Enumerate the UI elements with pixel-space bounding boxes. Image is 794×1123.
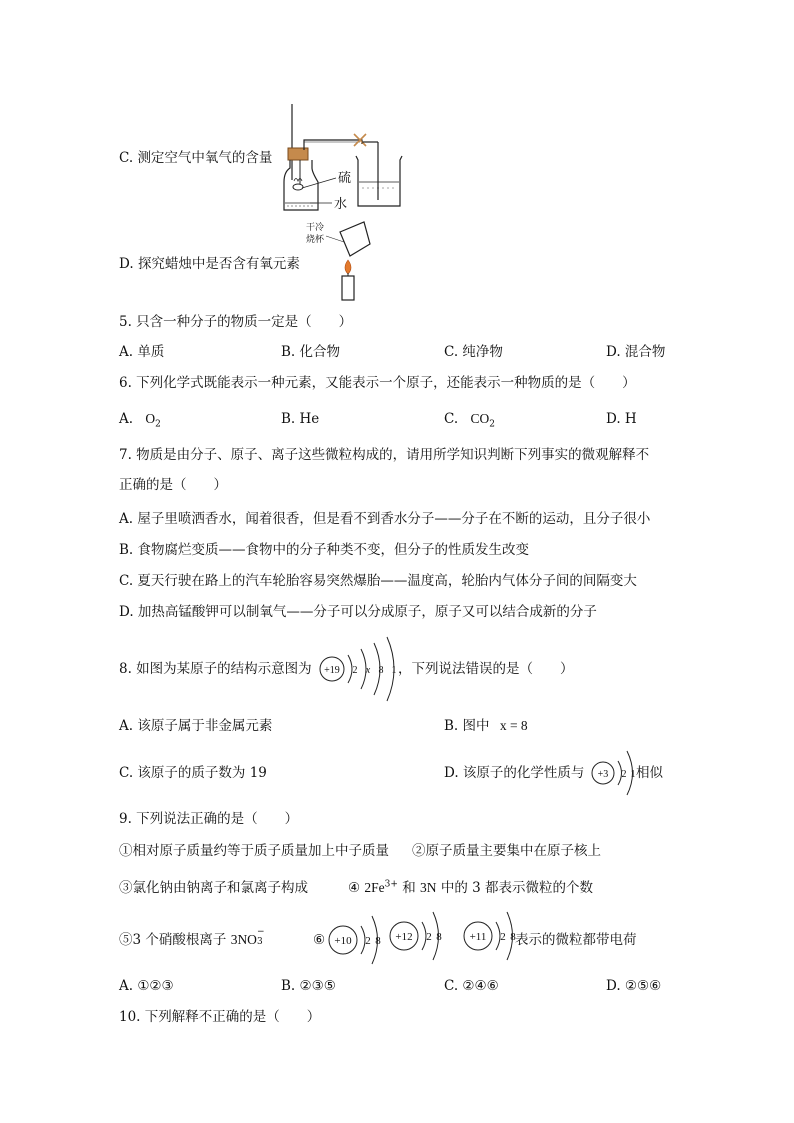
q9-stem: 9. 下列说法正确的是（ ） [119,811,299,827]
q9-option-a[interactable]: A. ①②③ [119,978,174,994]
q4-d-label: D. [119,256,134,272]
q9-statement-5: ⑤3 个硝酸根离子 3NO − 3 [119,927,265,948]
q8-option-a[interactable]: A. 该原子属于非金属元素 [119,718,273,734]
q5-stem: 5. 只含一种分子的物质一定是（ ） [119,314,353,330]
q8-shell-3: 8 [378,665,384,676]
q9-option-c[interactable]: C. ②④⑥ [444,978,499,994]
q9-s4-mid: 和 [402,880,416,896]
q8-shell-1: 2 [352,665,358,676]
q9-atom-diagram-1 [327,908,381,972]
q9-atom3-shell-1: 2 [500,931,506,943]
q9-statement-3: ③氯化钠由钠离子和氯离子构成 [119,880,308,896]
q4-option-d [119,255,300,273]
q5-option-c[interactable]: C. 纯净物 [444,344,503,360]
q9-atom2-shell-1: 2 [426,931,432,943]
q9-statement-2: ②原子质量主要集中在原子核上 [412,843,601,859]
q8-stem-after: ，下列说法错误的是（ ） [398,661,574,677]
q8-d-nucleus: +3 [597,769,609,780]
q9-atom2-shell-2: 8 [436,931,442,943]
q9-s4-sup: 3+ [384,879,398,890]
q8-option-b[interactable] [444,717,528,735]
q8-d-shell-1: 2 [621,769,627,780]
q9-s6-post: 表示的微粒都带电荷 [515,932,637,948]
candle-beaker-figure [304,218,374,302]
q9-s4-n: 3N [420,880,437,895]
water-label: 水 [334,196,348,211]
q9-statement-4 [348,879,593,897]
q9-s4-formula: 2Fe [364,880,385,895]
oxygen-content-apparatus-figure [280,102,410,214]
q9-s4-pre: ④ [348,880,361,896]
q9-atom1-nucleus: +10 [334,935,352,947]
q8-d-after: 相似 [636,765,663,781]
q8-b-value: x = 8 [499,718,528,733]
q4-option-c [119,149,272,167]
q6-c-label: C. [444,411,459,427]
q6-option-a[interactable] [119,410,161,428]
q7-option-d[interactable]: D. 加热高锰酸钾可以制氧气——分子可以分成原子，原子又可以结合成新的分子 [119,604,597,620]
q4-c-text: 测定空气中氧气的含量 [137,150,273,166]
cup-label-line1: 干冷 [306,222,325,232]
q6-stem: 6. 下列化学式既能表示一种元素，又能表示一个原子，还能表示一种物质的是（ ） [119,375,636,391]
q6-a-sub: 2 [155,419,161,430]
q9-s6-pre: ⑥ [313,932,326,948]
q8-stem-before: 8. 如图为某原子的结构示意图为 [119,661,312,677]
q4-c-label: C. [119,150,134,166]
q9-s5-formula: 3NO [230,932,257,947]
q9-atom2-nucleus: +12 [395,931,413,943]
q4-d-text: 探究蜡烛中是否含有氧元素 [137,256,300,272]
q9-atom1-shell-2: 8 [375,935,381,947]
q8-nucleus: +19 [324,665,340,676]
q6-a-label: A. [119,411,134,427]
q9-atom3-nucleus: +11 [469,931,487,943]
q9-atom1-shell-1: 2 [365,935,371,947]
q7-option-c[interactable]: C. 夏天行驶在路上的汽车轮胎容易突然爆胎——温度高，轮胎内气体分子间的间隔变大 [119,573,637,589]
q9-option-b[interactable]: B. ②③⑤ [281,978,336,994]
q7-stem-line2: 正确的是（ ） [119,477,227,493]
q5-option-a[interactable]: A. 单质 [119,344,165,360]
cup-label-line2: 烧杯 [306,234,325,244]
q7-option-b[interactable]: B. 食物腐烂变质——食物中的分子种类不变，但分子的性质发生改变 [119,542,530,558]
q9-s5-pre: ⑤3 个硝酸根离子 [119,932,227,948]
q8-d-atom-diagram [590,747,634,799]
q9-option-d[interactable]: D. ②⑤⑥ [606,978,662,994]
q9-atom-diagram-3 [462,904,516,968]
q8-shell-4: 1 [391,665,397,676]
q8-atom-diagram [318,637,398,701]
q6-c-sub: 2 [489,419,495,430]
q8-d-shell-2: 1 [630,769,636,780]
q8-option-d[interactable] [444,764,584,782]
q6-a-formula: O [145,411,156,426]
q6-option-d[interactable]: D. H [606,411,637,427]
q9-s4-post: 中的 3 都表示微粒的个数 [440,880,593,896]
q6-option-c[interactable] [444,410,495,428]
q8-shell-2: x [365,665,371,676]
q9-statement-1: ①相对原子质量约等于质子质量加上中子质量 [119,843,389,859]
q8-d-before: D. 该原子的化学性质与 [444,765,585,781]
sulfur-label: 硫 [338,170,352,185]
q8-option-c[interactable]: C. 该原子的质子数为 19 [119,765,267,781]
q9-atom3-shell-2: 8 [510,931,516,943]
q6-c-formula: CO [470,411,490,426]
q10-stem: 10. 下列解释不正确的是（ ） [119,1009,321,1025]
q5-option-b[interactable]: B. 化合物 [281,344,341,360]
q8-b-label: B. 图中 [444,718,490,734]
q7-stem-line1: 7. 物质是由分子、原子、离子这些微粒构成的，请用所学知识判断下列事实的微观解释不 [119,447,650,463]
q7-option-a[interactable]: A. 屋子里喷洒香水，闻着很香，但是看不到香水分子——分子在不断的运动，且分子很小 [119,511,651,527]
q9-atom-diagram-2 [388,904,442,968]
q6-option-b[interactable]: B. He [281,411,320,427]
q5-option-d[interactable]: D. 混合物 [606,344,666,360]
